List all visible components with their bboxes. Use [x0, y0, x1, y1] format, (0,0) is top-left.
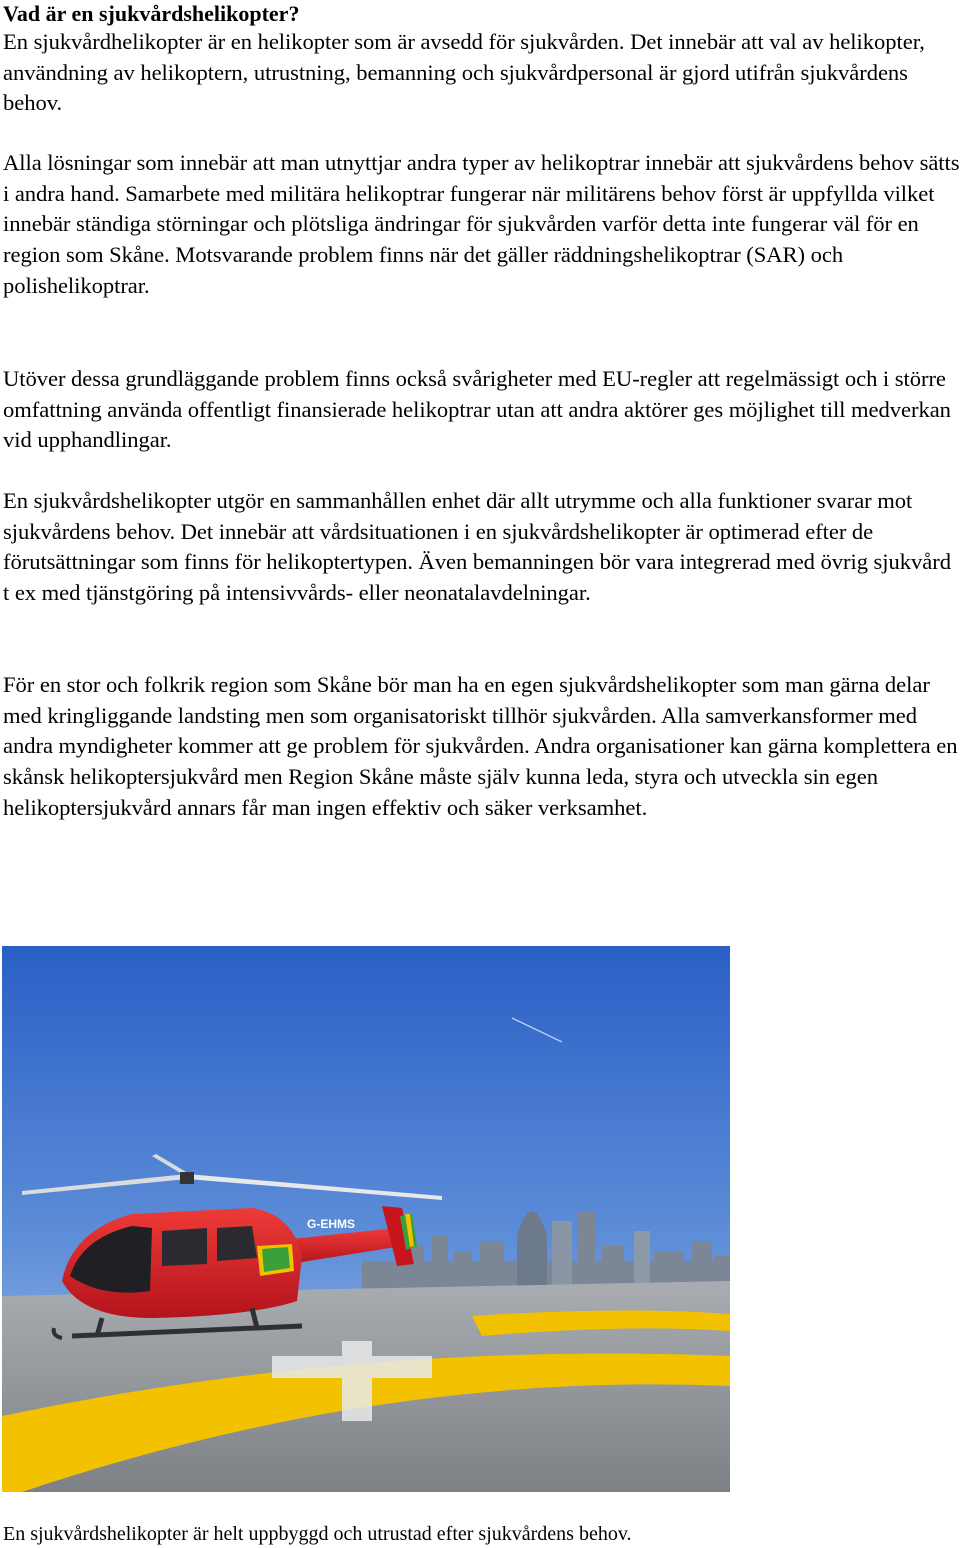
- paragraph-1: En sjukvårdhelikopter är en helikopter som är avsedd för sjukvården. Det innebär att val av helikopter, användning av helikoptern, utrustning, bemanning och sjukvårdpersonal är gjord utifrån sjukvårdens behov.: [3, 29, 925, 116]
- helicopter-photo-illustration: [2, 946, 730, 1492]
- page-title: Vad är en sjukvårdshelikopter?: [3, 1, 300, 26]
- paragraph-5: För en stor och folkrik region som Skåne bör man ha en egen sjukvårdshelikopter som man gärna delar med kringliggande landsting men som organisatoriskt tillhör sjukvården. Alla samverkansformer med andra myndigheter kommer att ge problem för sjukvården. Andra organisationer kan gärna komplettera en skånsk helikoptersjukvård men Region Skåne måste själv kunna leda, styra och utveckla sin egen helikoptersjukvård annars får man ingen effektiv och säker verksamhet.: [3, 672, 958, 820]
- photo-caption: En sjukvårdshelikopter är helt uppbyggd och utrustad efter sjukvårdens behov.: [3, 1523, 632, 1545]
- helicopter-registration: G-EHMS: [307, 1217, 355, 1231]
- paragraph-4: En sjukvårdshelikopter utgör en sammanhållen enhet där allt utrymme och alla funktioner svarar mot sjukvårdens behov. Det innebär att vårdsituationen i en sjukvårdshelikopter är optimerad efter de förutsättningar som finns för helikoptertypen. Även bemanningen bör vara integrerad med övrig sjukvård t ex med tjänstgöring på intensivvårds- eller neonatalavdelningar.: [3, 488, 951, 606]
- paragraph-3: Utöver dessa grundläggande problem finns också svårigheter med EU-regler att regelmässigt och i större omfattning använda offentligt finansierade helikoptrar utan att andra aktörer ges möjlighet till medverkan vid upphandlingar.: [3, 366, 951, 453]
- helicopter-photo: [2, 946, 730, 1492]
- paragraph-2: Alla lösningar som innebär att man utnyttjar andra typer av helikoptrar innebär att sjukvårdens behov sätts i andra hand. Samarbete med militära helikoptrar fungerar när militärens behov först är uppfyllda vilket innebär ständiga störningar och plötsliga ändringar för sjukvården varför detta inte fungerar väl för en region som Skåne. Motsvarande problem finns när det gäller räddningshelikoptrar (SAR) och polishelikoptrar.: [3, 150, 960, 298]
